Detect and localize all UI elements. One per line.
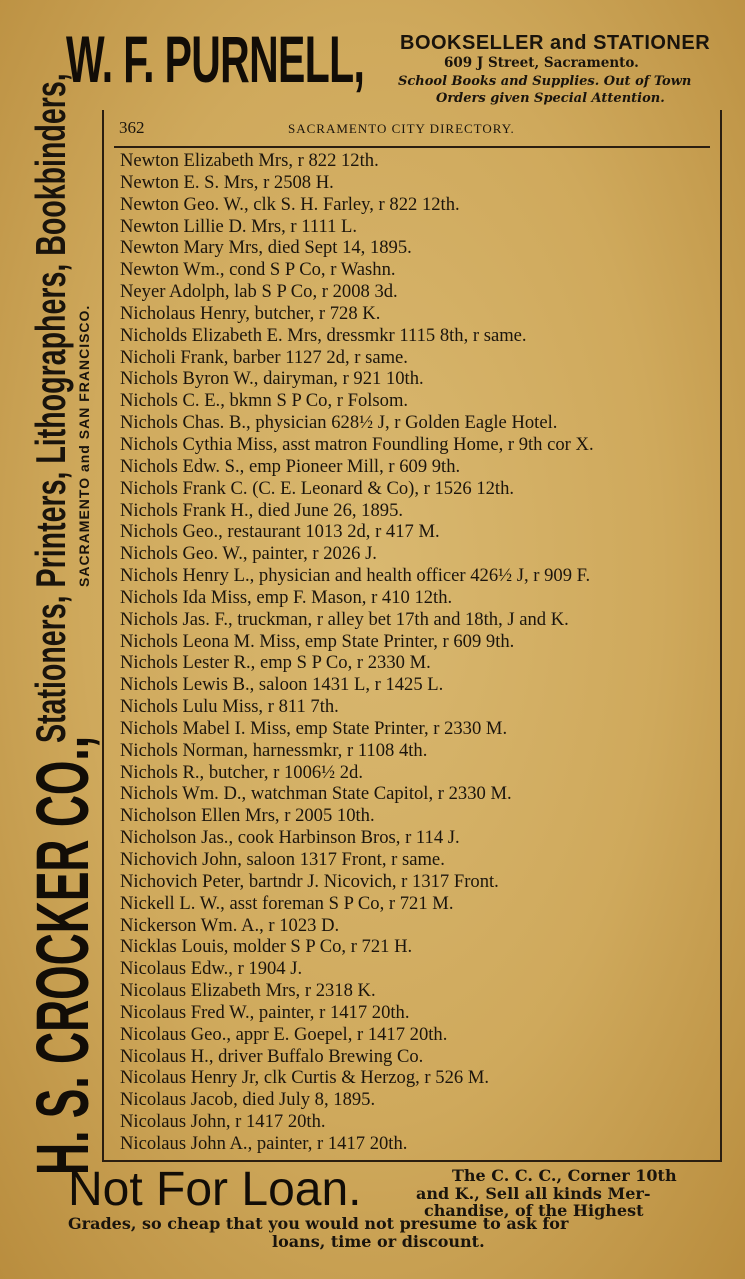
directory-entry: Nicolaus John, r 1417 20th. [120,1111,326,1133]
directory-entry: Nicholi Frank, barber 1127 2d, r same. [120,346,408,368]
purnell-advertisement [62,22,737,110]
directory-entry: Nichols Lulu Miss, r 811 7th. [120,696,339,718]
directory-entry: Nichols Cythia Miss, asst matron Foundling Home, r 9th cor X. [120,433,594,455]
directory-entry: Nicolaus John A., painter, r 1417 20th. [120,1132,408,1154]
directory-entry: Nichols Norman, harnessmkr, r 1108 4th. [120,739,428,761]
directory-listing [102,110,722,1162]
directory-entry: Nichols Frank H., died June 26, 1895. [120,499,404,521]
header-rule [114,146,710,148]
directory-entry: Newton Mary Mrs, died Sept 14, 1895. [120,237,412,259]
running-title: SACRAMENTO CITY DIRECTORY. [288,121,515,136]
directory-entry: Nichols Jas. F., truckman, r alley bet 17th and 18th, J and K. [120,608,569,630]
directory-entry: Newton E. S. Mrs, r 2508 H. [120,171,334,193]
ccc-line-3: chandise, of the Highest [424,1201,644,1220]
directory-entry: Nichols Frank C. (C. E. Leonard & Co), r 1526 12th. [120,477,515,499]
directory-entry: Nichols Lewis B., saloon 1431 L, r 1425 L. [120,674,444,696]
ccc-line-1: The C. C. C., Corner 10th [452,1166,677,1185]
crocker-company: H. S. CROCKER CO., [21,735,104,1175]
directory-entry: Nicholds Elizabeth E. Mrs, dressmkr 1115 8th, r same. [120,324,527,346]
directory-entry: Nicolaus Elizabeth Mrs, r 2318 K. [120,980,376,1002]
crocker-cities: SACRAMENTO and SAN FRANCISCO. [76,304,92,587]
directory-entry: Nichols Geo., restaurant 1013 2d, r 417 M. [120,521,440,543]
directory-entry: Nichols Wm. D., watchman State Capitol, r 2330 M. [120,783,512,805]
purnell-address: 609 J Street, Sacramento. [444,55,639,71]
directory-entry: Newton Lillie D. Mrs, r 1111 L. [120,215,358,237]
ccc-line-2: and K., Sell all kinds Mer- [416,1184,651,1203]
directory-entry: Nichols Byron W., dairyman, r 921 10th. [120,368,424,390]
directory-entry: Newton Wm., cond S P Co, r Washn. [120,259,396,281]
directory-entry: Nichols Chas. B., physician 628½ J, r Golden Eagle Hotel. [120,412,558,434]
page-number: 362 [119,118,145,137]
directory-entry: Neyer Adolph, lab S P Co, r 2008 3d. [120,281,398,303]
directory-entry: Nicholson Jas., cook Harbinson Bros, r 114 J. [120,827,460,849]
directory-entry: Nicolaus Henry Jr, clk Curtis & Herzog, r 526 M. [120,1067,489,1089]
directory-entry: Nichols Leona M. Miss, emp State Printer, r 609 9th. [120,630,515,652]
directory-entry: Nickell L. W., asst foreman S P Co, r 721 M. [120,892,454,914]
purnell-line-1: School Books and Supplies. Out of Town [398,74,692,89]
crocker-advertisement [21,35,104,1175]
purnell-name: W. F. PURNELL, [66,22,365,96]
directory-entry: Nickerson Wm. A., r 1023 D. [120,914,340,936]
ccc-advertisement [60,1162,740,1272]
directory-entry: Nichols Lester R., emp S P Co, r 2330 M. [120,652,431,674]
directory-entry: Nicklas Louis, molder S P Co, r 721 H. [120,936,413,958]
directory-entry: Nichols C. E., bkmn S P Co, r Folsom. [120,390,409,412]
directory-entry: Nicholson Ellen Mrs, r 2005 10th. [120,805,375,827]
directory-entry: Nichovich John, saloon 1317 Front, r same. [120,849,445,870]
purnell-title: BOOKSELLER and STATIONER [400,32,711,54]
directory-entry: Newton Elizabeth Mrs, r 822 12th. [120,150,379,171]
directory-entry: Nichols Mabel I. Miss, emp State Printer, r 2330 M. [120,717,508,739]
entry-list [120,150,720,1155]
directory-entry: Nicolaus Fred W., painter, r 1417 20th. [120,1001,410,1023]
directory-entry: Newton Geo. W., clk S. H. Farley, r 822 12th. [120,193,460,215]
directory-entry: Nichols Geo. W., painter, r 2026 J. [120,543,377,565]
directory-entry: Nichols Henry L., physician and health officer 426½ J, r 909 F. [120,565,591,587]
ccc-headline: Not For Loan. [68,1163,362,1216]
directory-entry: Nicolaus Jacob, died July 8, 1895. [120,1089,376,1111]
directory-entry: Nicolaus Edw., r 1904 J. [120,958,303,980]
crocker-trades: Stationers, Printers, Lithographers, Bookbinders, [27,73,74,743]
directory-entry: Nicolaus Geo., appr E. Goepel, r 1417 20th. [120,1023,448,1045]
directory-entry: Nichols Edw. S., emp Pioneer Mill, r 609 9th. [120,455,461,477]
directory-entry: Nichols R., butcher, r 1006½ 2d. [120,761,364,783]
directory-entry: Nichols Ida Miss, emp F. Mason, r 410 12th. [120,586,453,608]
purnell-line-2: Orders given Special Attention. [436,91,665,106]
directory-entry: Nichovich Peter, bartndr J. Nicovich, r 1317 Front. [120,870,499,892]
directory-entry: Nicolaus H., driver Buffalo Brewing Co. [120,1045,424,1067]
directory-entry: Nicholaus Henry, butcher, r 728 K. [120,302,381,324]
ccc-line-5: loans, time or discount. [272,1232,485,1251]
ccc-line-4: Grades, so cheap that you would not presume to ask for [68,1214,569,1233]
